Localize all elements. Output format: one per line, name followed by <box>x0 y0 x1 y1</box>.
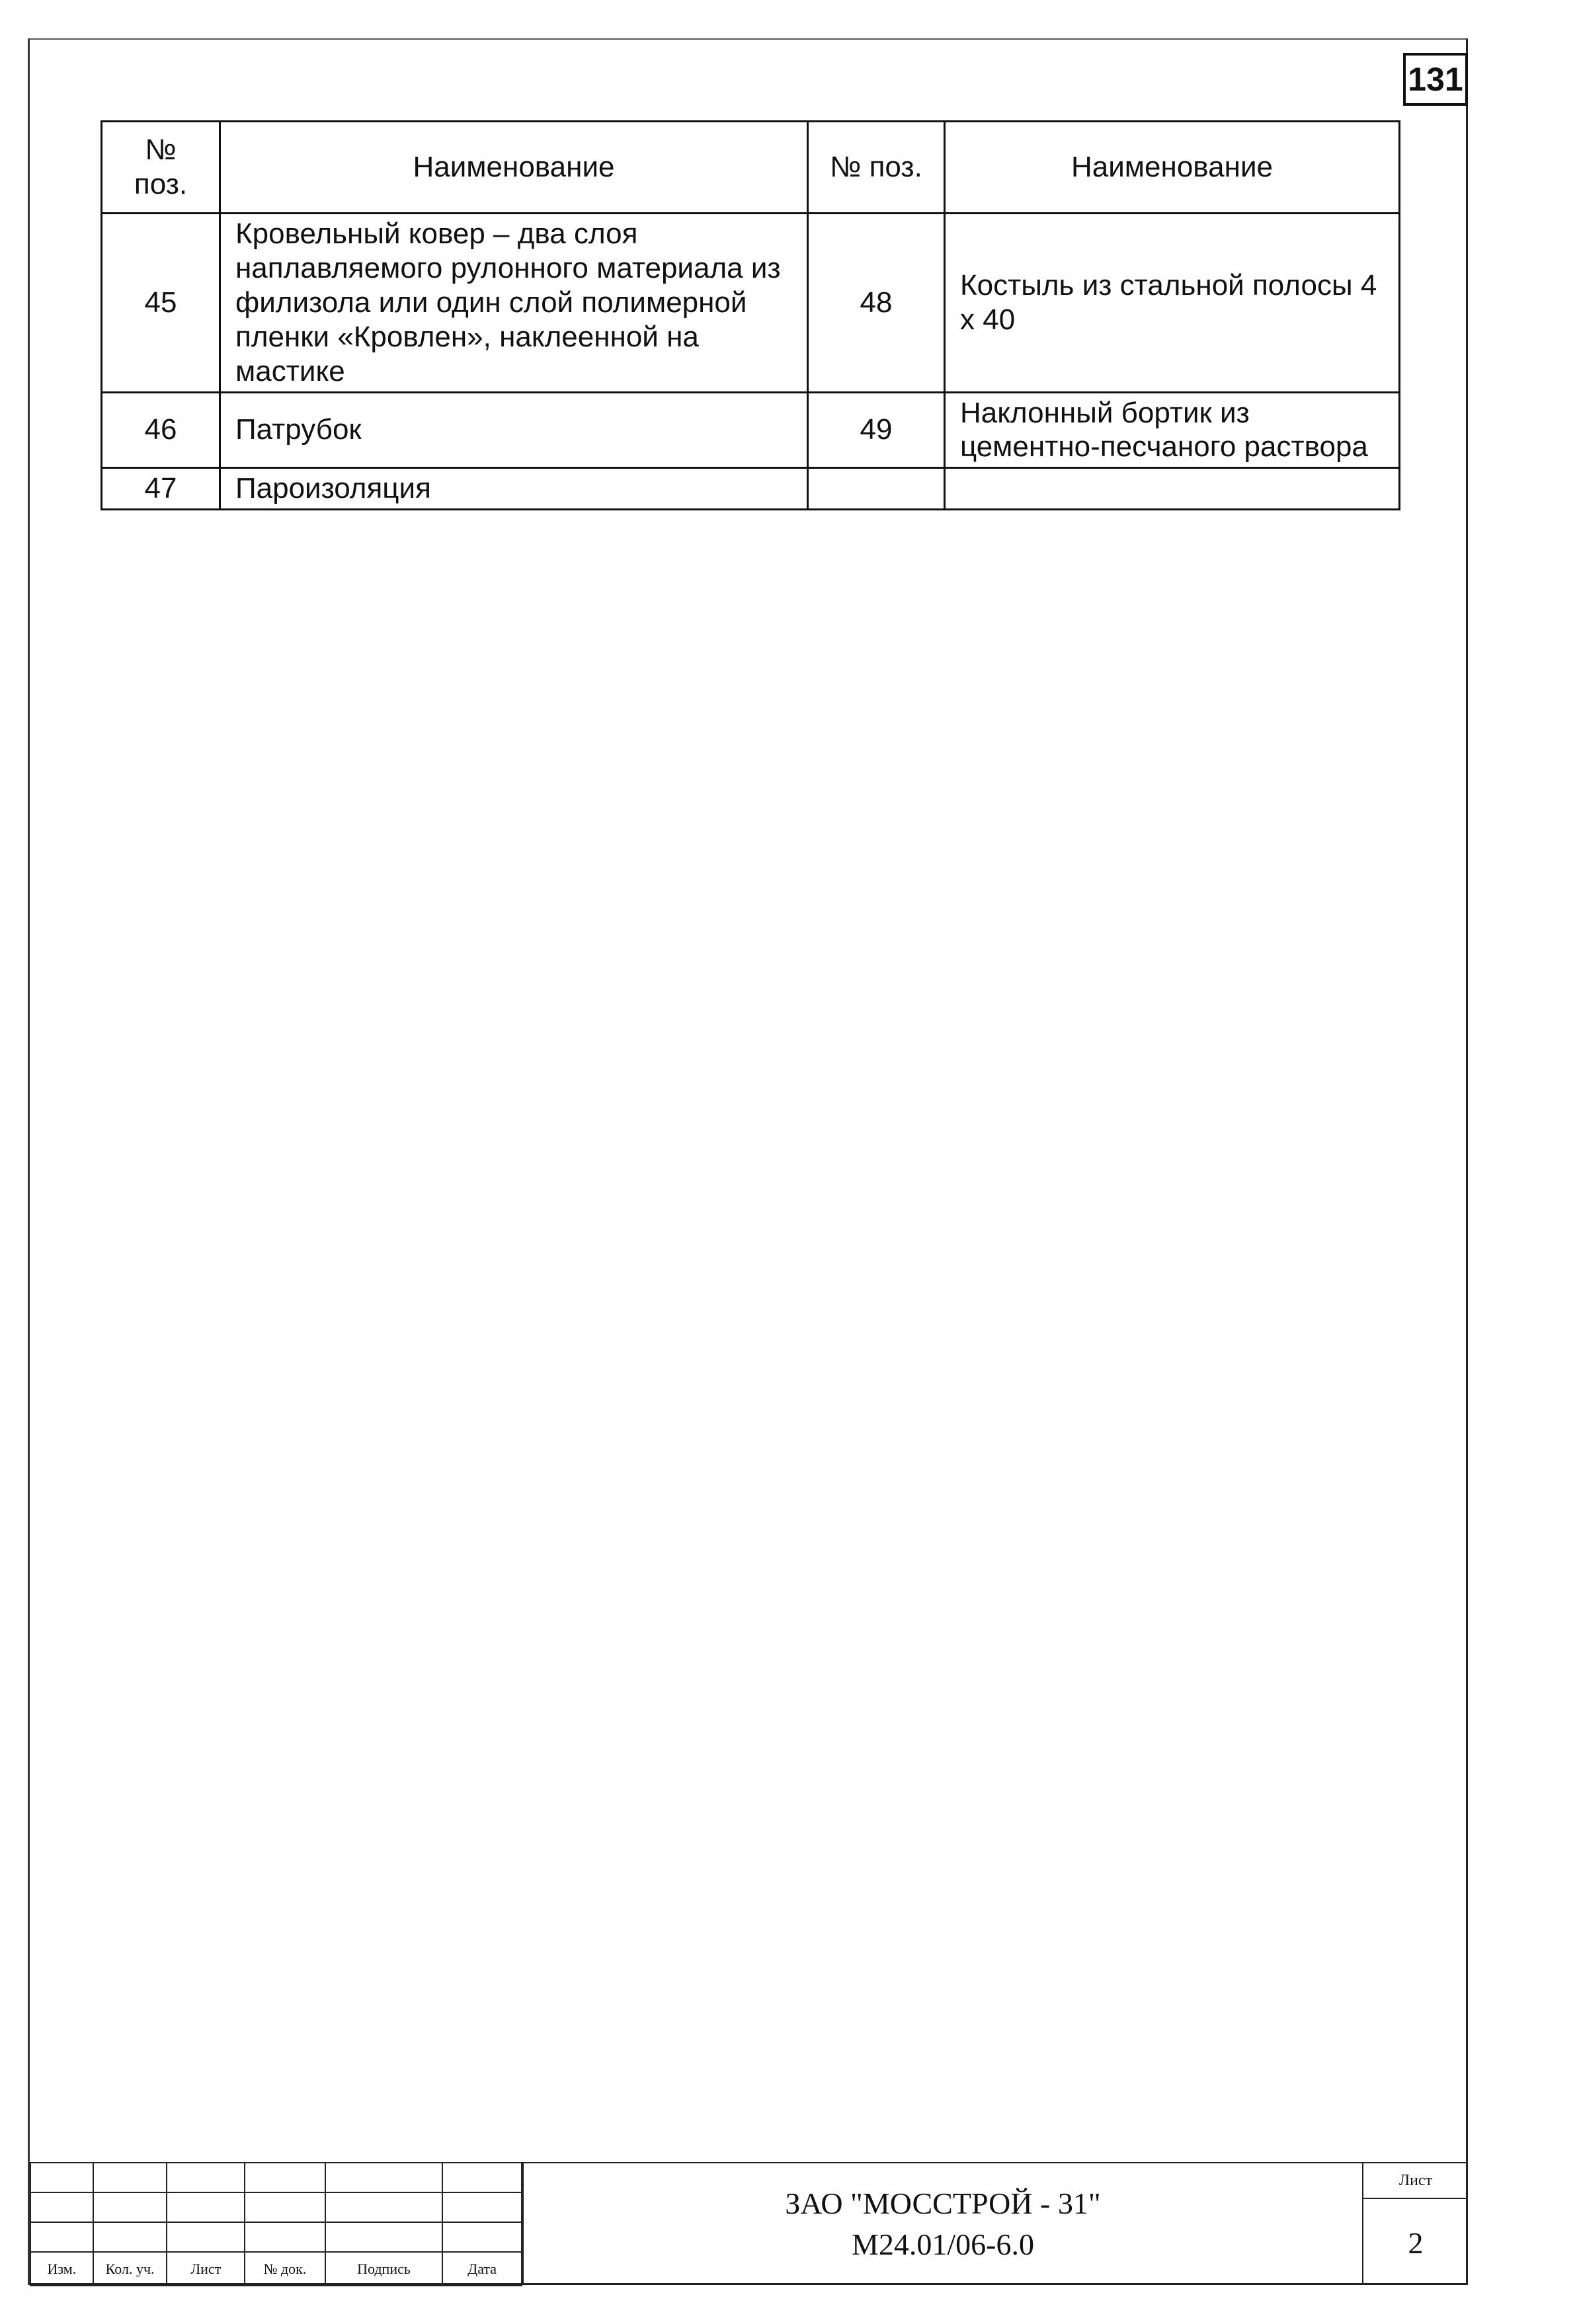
cell-pos-2 <box>808 468 945 510</box>
stamp-label-count: Кол. уч. <box>93 2252 167 2286</box>
cell-name-1: Кровельный ковер – два слоя наплавляемого рулонного материала из филизола или один слой полимерной пленки «Кровлен», наклеенной на мастике <box>220 214 808 393</box>
stamp-label-doc: № док. <box>245 2252 325 2286</box>
specification-table <box>101 120 1400 510</box>
stamp-label-sheet: Лист <box>167 2252 245 2286</box>
page-number: 131 <box>1403 53 1468 106</box>
organization-block <box>522 2162 1362 2285</box>
sheet-block <box>1362 2162 1468 2285</box>
organization-name: ЗАО "МОССТРОЙ - 31" <box>785 2186 1101 2220</box>
cell-pos-1: 45 <box>102 214 220 393</box>
cell-pos-2: 49 <box>808 392 945 468</box>
header-name-1: Наименование <box>220 122 808 214</box>
cell-name-2: Наклонный бортик из цементно-песчаного раствора <box>945 392 1400 468</box>
sheet-number: 2 <box>1408 2225 1424 2260</box>
header-name-2: Наименование <box>945 122 1400 214</box>
table-row <box>102 468 1400 510</box>
header-pos-1: № поз. <box>102 122 220 214</box>
table-header-row <box>102 122 1400 214</box>
table-row <box>102 214 1400 393</box>
cell-name-1: Патрубок <box>220 392 808 468</box>
table-row <box>102 392 1400 468</box>
revision-stamp <box>30 2162 522 2286</box>
stamp-label-signature: Подпись <box>325 2252 443 2286</box>
stamp-label-row <box>30 2252 522 2286</box>
cell-name-2: Костыль из стальной полосы 4 х 40 <box>945 214 1400 393</box>
cell-pos-1: 46 <box>102 392 220 468</box>
stamp-label-date: Дата <box>442 2252 522 2286</box>
cell-pos-2: 48 <box>808 214 945 393</box>
stamp-label-change: Изм. <box>30 2252 93 2286</box>
sheet-label: Лист <box>1363 2163 1468 2199</box>
header-pos-2: № поз. <box>808 122 945 214</box>
cell-name-1: Пароизоляция <box>220 468 808 510</box>
title-block <box>30 2162 1468 2285</box>
cell-pos-1: 47 <box>102 468 220 510</box>
document-code: М24.01/06-6.0 <box>852 2227 1034 2261</box>
cell-name-2 <box>945 468 1400 510</box>
